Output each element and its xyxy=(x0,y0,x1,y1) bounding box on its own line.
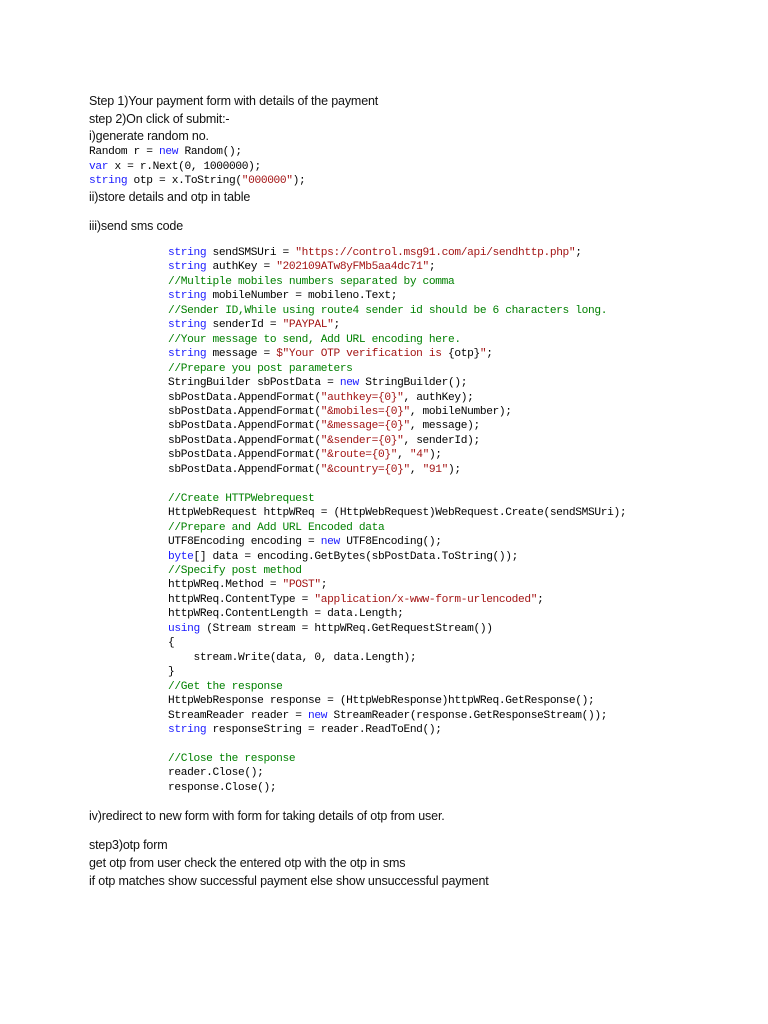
code-comment: //Multiple mobiles numbers separated by comma xyxy=(168,275,455,288)
code-string: "&sender={0}" xyxy=(320,434,404,447)
code-line xyxy=(168,607,626,621)
code-text: sbPostData.AppendFormat( xyxy=(168,463,321,476)
code-comment: //Specify post method xyxy=(168,564,302,577)
code-text: responseString = reader.ReadToEnd(); xyxy=(206,723,442,736)
code-keyword: new xyxy=(339,377,359,390)
code-text: response.Close(); xyxy=(168,781,277,794)
code-keyword: new xyxy=(320,536,340,549)
code-line xyxy=(89,160,305,175)
code-text: httpWReq.ContentType = xyxy=(168,593,315,606)
code-text: , message); xyxy=(409,420,480,433)
code-comment: //Prepare you post parameters xyxy=(168,362,353,375)
code-line xyxy=(168,550,626,564)
code-keyword: using xyxy=(168,622,200,635)
code-string: $"Your OTP verification is xyxy=(276,348,449,361)
code-line xyxy=(168,651,626,665)
code-text: sendSMSUri = xyxy=(206,247,296,259)
code-line xyxy=(89,145,305,160)
code-text: Random(); xyxy=(178,146,242,158)
code-string: "202109ATw8yFMb5aa4dc71" xyxy=(276,261,429,274)
code-string: "4" xyxy=(409,449,429,462)
code-keyword: string xyxy=(168,319,207,332)
code-string: "application/x-www-form-urlencoded" xyxy=(314,593,538,606)
code-text: sbPostData.AppendFormat( xyxy=(168,391,321,404)
code-line xyxy=(168,275,626,289)
step2-text: step 2)On click of submit:- xyxy=(89,112,230,126)
code-line xyxy=(168,680,626,694)
code-text: x = r.Next(0, 1000000); xyxy=(108,160,261,173)
code-text: ); xyxy=(428,449,442,462)
step1-text: Step 1)Your payment form with details of the payment xyxy=(89,94,379,108)
code-line xyxy=(168,246,626,260)
code-text: StringBuilder(); xyxy=(358,377,468,390)
code-text: , senderId); xyxy=(403,434,480,447)
code-line xyxy=(168,521,626,535)
code-line xyxy=(168,448,626,462)
code-text: StreamReader(response.GetResponseStream()); xyxy=(327,709,608,722)
code-comment: //Your message to send, Add URL encoding here. xyxy=(168,333,461,346)
code-text: httpWReq.ContentLength = data.Length; xyxy=(168,608,404,621)
code-line xyxy=(168,694,626,708)
code-line xyxy=(168,347,626,361)
step-store-text: ii)store details and otp in table xyxy=(89,190,251,204)
code-line xyxy=(168,362,626,376)
code-line xyxy=(168,766,626,780)
code-string: " xyxy=(479,348,487,361)
code-line xyxy=(168,434,626,448)
code-keyword: string xyxy=(168,261,207,274)
code-text: sbPostData.AppendFormat( xyxy=(168,420,321,433)
code-text: UTF8Encoding encoding = xyxy=(168,536,321,549)
code-text: ; xyxy=(320,579,328,592)
step-sms-text: iii)send sms code xyxy=(89,219,184,233)
code-line xyxy=(168,333,626,347)
code-text: , xyxy=(409,463,423,476)
code-text: StreamReader reader = xyxy=(168,709,308,722)
code-line xyxy=(168,376,626,390)
code-line xyxy=(168,318,626,332)
code-text: otp = x.ToString( xyxy=(127,175,242,187)
code-text: sbPostData.AppendFormat( xyxy=(168,434,321,447)
code-comment: //Get the response xyxy=(168,680,283,693)
step-generate-random-text: i)generate random no. xyxy=(89,129,209,143)
code-line xyxy=(168,419,626,433)
code-line xyxy=(168,405,626,419)
code-text: ; xyxy=(537,593,544,606)
code-keyword: var xyxy=(89,160,109,173)
code-keyword: string xyxy=(168,247,207,259)
code-text: ); xyxy=(292,175,306,187)
step3-text: step3)otp form xyxy=(89,838,168,852)
code-keyword: string xyxy=(168,723,207,736)
code-string: "&mobiles={0}" xyxy=(320,405,410,418)
code-string: "authkey={0}" xyxy=(320,391,404,404)
code-text: UTF8Encoding(); xyxy=(339,536,442,549)
code-text: reader.Close(); xyxy=(168,767,264,780)
code-text: stream.Write(data, 0, data.Length); xyxy=(168,651,417,664)
code-text: HttpWebRequest httpWReq = (HttpWebRequest)WebRequest.Create(sendSMSUri); xyxy=(168,507,627,520)
code-line xyxy=(168,477,626,491)
code-line xyxy=(168,723,626,737)
step3-result-text: if otp matches show successful payment else show unsuccessful payment xyxy=(89,874,489,888)
code-text: {otp} xyxy=(448,348,480,361)
step-redirect-text: iv)redirect to new form with form for taking details of otp from user. xyxy=(89,809,445,823)
code-line xyxy=(168,752,626,766)
code-text: HttpWebResponse response = (HttpWebResponse)httpWReq.GetResponse(); xyxy=(168,695,595,708)
code-comment: //Prepare and Add URL Encoded data xyxy=(168,521,385,534)
code-line xyxy=(168,304,626,318)
code-text: ; xyxy=(333,319,340,332)
code-comment: //Create HTTPWebrequest xyxy=(168,492,315,505)
code-string: "POST" xyxy=(282,579,321,592)
code-string: "&message={0}" xyxy=(320,420,410,433)
code-text: ; xyxy=(486,348,493,361)
code-keyword: string xyxy=(168,348,207,361)
code-line xyxy=(168,463,626,477)
code-string: "&route={0}" xyxy=(320,449,398,462)
code-line xyxy=(168,506,626,520)
code-text: } xyxy=(168,666,175,679)
code-comment: //Close the response xyxy=(168,752,296,765)
code-text: StringBuilder sbPostData = xyxy=(168,377,340,390)
code-line xyxy=(168,391,626,405)
code-text: { xyxy=(168,637,175,650)
code-keyword: string xyxy=(89,175,128,187)
code-text: message = xyxy=(206,348,277,361)
code-string: "https://control.msg91.com/api/sendhttp.php" xyxy=(295,247,576,259)
code-keyword: new xyxy=(308,709,328,722)
code-string: "&country={0}" xyxy=(320,463,410,476)
code-line xyxy=(168,492,626,506)
code-line xyxy=(168,535,626,549)
code-keyword: string xyxy=(168,290,207,303)
code-line xyxy=(168,781,626,795)
code-text: sbPostData.AppendFormat( xyxy=(168,405,321,418)
code-line xyxy=(168,289,626,303)
code-string: "91" xyxy=(422,463,449,476)
code-keyword: new xyxy=(159,146,179,158)
code-text: httpWReq.Method = xyxy=(168,579,283,592)
code-string: "000000" xyxy=(241,175,293,187)
code-line xyxy=(168,737,626,751)
code-line xyxy=(168,709,626,723)
code-string: "PAYPAL" xyxy=(282,319,334,332)
code-line xyxy=(89,174,305,189)
code-text: , mobileNumber); xyxy=(409,405,512,418)
code-line xyxy=(168,260,626,274)
code-line xyxy=(168,593,626,607)
code-text: mobileNumber = mobileno.Text; xyxy=(206,290,398,303)
random-code-block xyxy=(89,145,305,189)
sms-code-block xyxy=(168,246,626,795)
code-line xyxy=(168,636,626,650)
code-text: authKey = xyxy=(206,261,277,274)
code-keyword: byte xyxy=(168,550,194,563)
code-text: (Stream stream = httpWReq.GetRequestStream()) xyxy=(199,622,493,635)
code-text: senderId = xyxy=(206,319,283,332)
code-line xyxy=(168,564,626,578)
code-text: , xyxy=(397,449,410,462)
code-line xyxy=(168,622,626,636)
code-line xyxy=(168,665,626,679)
code-comment: //Sender ID,While using route4 sender id should be 6 characters long. xyxy=(168,304,608,317)
step3-check-text: get otp from user check the entered otp with the otp in sms xyxy=(89,856,406,870)
code-text: sbPostData.AppendFormat( xyxy=(168,449,321,462)
code-text: ; xyxy=(428,261,436,274)
code-text: [] data = encoding.GetBytes(sbPostData.ToString()); xyxy=(193,550,519,563)
code-text: Random r = xyxy=(89,146,159,158)
code-text: , authKey); xyxy=(403,391,474,404)
code-line xyxy=(168,578,626,592)
code-text: ; xyxy=(575,247,582,259)
code-text: ); xyxy=(448,463,461,476)
